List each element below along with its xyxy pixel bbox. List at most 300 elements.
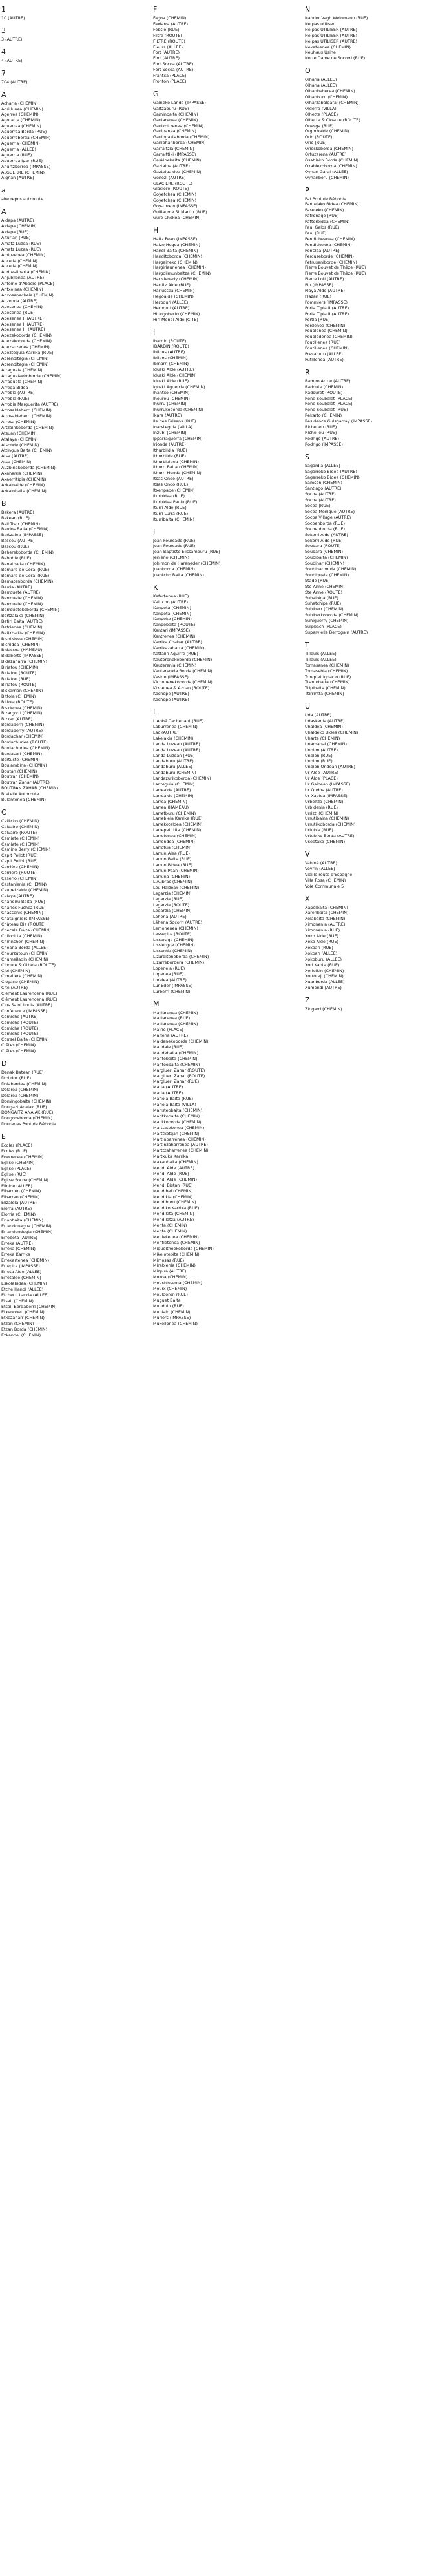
street-entry: Ezkandel (CHEMIN) bbox=[1, 1333, 41, 1338]
street-entry: Clos Saint Louis (AUTRE) bbox=[1, 1002, 52, 1008]
section-letter-heading: C bbox=[1, 807, 6, 816]
street-entry: Arrobia Marguerita (AUTRE) bbox=[1, 402, 59, 408]
street-entry: Azkainalde (CHEMIN) bbox=[1, 482, 45, 488]
street-entry: Atsonde (CHEMIN) bbox=[1, 442, 39, 448]
letter-section bbox=[153, 1000, 282, 1327]
street-entry: Suhiguerry (CHEMIN) bbox=[305, 618, 349, 624]
street-entry: Chumeiladin (CHEMIN) bbox=[1, 956, 48, 962]
street-entry: Kauterenkia Borda (CHEMIN) bbox=[153, 668, 213, 674]
street-entry: Stade (RUE) bbox=[305, 577, 330, 583]
section-letter-heading: L bbox=[153, 708, 158, 717]
street-entry: Aguerria (RUE) bbox=[1, 152, 32, 158]
street-entry: Kauterenekoborda (CHEMIN) bbox=[153, 656, 213, 662]
section-letter-heading: 1 bbox=[1, 5, 6, 14]
index-column-1 bbox=[1, 5, 130, 1344]
street-entry: Oldorra (VILLA) bbox=[305, 105, 337, 111]
street-entry: Mentetenea (CHEMIN) bbox=[153, 1234, 199, 1240]
street-entry: Camiete (CHEMIN) bbox=[1, 841, 40, 847]
street-entry: Ne pas utiliser bbox=[305, 21, 335, 26]
street-entry: Fleurs (ALLEE) bbox=[153, 44, 183, 50]
street-entry: Eglise (RUE) bbox=[1, 1171, 27, 1177]
street-entry: Ortuzarena (AUTRE) bbox=[305, 152, 347, 158]
street-entry: Larrun Bidea (RUE) bbox=[153, 862, 192, 867]
section-letter-heading: B bbox=[1, 499, 6, 508]
street-entry: Hegoalde (CHEMIN) bbox=[153, 293, 194, 299]
street-entry: Errandonagua (CHEMIN) bbox=[1, 1223, 52, 1229]
street-entry: Kanpoko (CHEMIN) bbox=[153, 616, 192, 622]
street-entry: Larrotua (CHEMIN) bbox=[153, 845, 192, 850]
street-entry: L'Aubrac (CHEMIN) bbox=[153, 879, 192, 885]
street-entry: Socoa Village (AUTRE) bbox=[305, 514, 351, 520]
street-entry: Kochepe (AUTRE) bbox=[153, 697, 189, 703]
street-entry: Bordaberri (CHEMIN) bbox=[1, 722, 45, 728]
street-entry: Camiete (CHEMIN) bbox=[1, 835, 40, 841]
street-entry: Ur Ondoa (AUTRE) bbox=[305, 787, 343, 793]
letter-section bbox=[1, 1059, 130, 1127]
letter-section bbox=[1, 69, 130, 85]
street-entry: Etsail (CHEMIN) bbox=[1, 1298, 34, 1304]
street-entry: Sokorri Alde (AUTRE) bbox=[305, 532, 348, 537]
section-letter-heading: J bbox=[153, 527, 156, 536]
street-entry: Oihana (ALLEE) bbox=[305, 83, 337, 88]
street-entry: Bortuste (CHEMIN) bbox=[1, 756, 40, 762]
street-entry: Ne pas UTILISER (AUTRE) bbox=[305, 38, 357, 44]
street-entry: Udaskenia (AUTRE) bbox=[305, 718, 345, 724]
street-entry: Uhaldea (CHEMIN) bbox=[305, 723, 343, 729]
street-entry: Denak Batean (RUE) bbox=[1, 1070, 44, 1075]
street-entry: Ecoles (RUE) bbox=[1, 1148, 28, 1154]
street-entry: Unbion (RUE) bbox=[305, 758, 333, 764]
street-entry: Léhena Socorri (AUTRE) bbox=[153, 919, 203, 925]
section-letter-heading: N bbox=[305, 5, 311, 14]
section-letter-heading: G bbox=[153, 89, 159, 98]
street-entry: Landa Luzean (AUTRE) bbox=[153, 747, 200, 753]
street-entry: Ile des Faisans (RUE) bbox=[153, 419, 196, 424]
street-entry: Mandebaita (CHEMIN) bbox=[153, 1050, 199, 1055]
street-entry: René Soubelet (PLACE) bbox=[305, 395, 353, 401]
street-entry: Crêtes (CHEMIN) bbox=[1, 1043, 36, 1048]
street-entry: Richelieu (RUE) bbox=[305, 424, 337, 430]
street-entry: Xorroteji (CHEMIN) bbox=[305, 973, 344, 979]
street-entry: Bettrbaitta (CHEMIN) bbox=[1, 630, 45, 636]
section-letter-heading: Z bbox=[305, 996, 310, 1005]
street-entry: Bittola (ROUTE) bbox=[1, 699, 34, 705]
street-entry: Radouret (ROUTE) bbox=[305, 390, 343, 395]
section-letter-heading: H bbox=[153, 225, 159, 234]
street-entry: FILTRE (ROUTE) bbox=[153, 38, 185, 44]
street-entry: Rodrigo (AUTRE) bbox=[305, 435, 339, 441]
street-entry: Orgorbalde (CHEMIN) bbox=[305, 129, 349, 134]
street-entry: Glaciere (ROUTE) bbox=[153, 186, 189, 192]
street-entry: Juanborda (CHEMIN) bbox=[153, 566, 195, 572]
street-entry: Aminzenea (CHEMIN) bbox=[1, 252, 46, 258]
street-entry: Landa Luzean (RUE) bbox=[153, 753, 195, 758]
letter-section bbox=[305, 5, 434, 61]
section-letter-heading: A bbox=[1, 207, 6, 216]
street-entry: Garraittiki (IMPASSE) bbox=[153, 152, 196, 158]
letter-section bbox=[1, 26, 130, 43]
street-entry: Socoa (RUE) bbox=[305, 503, 331, 509]
street-entry: Xoko Alde (RUE) bbox=[305, 939, 339, 944]
street-entry: Atsa (CHEMIN) bbox=[1, 459, 32, 465]
street-entry: 4 (AUTRE) bbox=[1, 57, 23, 63]
street-entry: Jenieno (CHEMIN) bbox=[153, 555, 190, 561]
street-entry: Landaburu (AUTRE) bbox=[153, 758, 194, 764]
letter-section bbox=[305, 850, 434, 889]
street-entry: Etxenobeti (CHEMIN) bbox=[1, 1309, 45, 1315]
street-entry: Jean-Baptiste Elissamburu (RUE) bbox=[153, 549, 220, 555]
street-entry: Apezekoborda (CHEMIN) bbox=[1, 338, 52, 344]
section-letter-heading: X bbox=[305, 894, 310, 903]
street-entry: Onesga (RUE) bbox=[305, 123, 334, 129]
street-entry: Eglise (PLACE) bbox=[1, 1165, 32, 1171]
street-entry: Ederrenea (CHEMIN) bbox=[1, 1154, 44, 1159]
street-entry: Maillarenea (CHEMIN) bbox=[153, 1021, 198, 1027]
street-entry: Itxenpabe (CHEMIN) bbox=[153, 488, 195, 493]
street-entry: L'Abbé Cachenaut (RUE) bbox=[153, 718, 204, 724]
street-entry: ALGUERRE (CHEMIN) bbox=[1, 169, 45, 175]
street-entry: Xokoburu (ALLEE) bbox=[305, 956, 342, 962]
street-entry: Vieille route d'Espagne bbox=[305, 871, 353, 877]
street-entry: Chiloditta (CHEMIN) bbox=[1, 933, 43, 939]
street-entry: Unbion (AUTRE) bbox=[305, 747, 338, 753]
street-entry: Iturribaita (CHEMIN) bbox=[153, 516, 195, 522]
street-entry: Socoenborda (RUE) bbox=[305, 526, 345, 532]
section-letter-heading: T bbox=[305, 640, 309, 649]
street-entry: Soubihar (CHEMIN) bbox=[305, 561, 344, 566]
street-entry: Landaburu (CHEMIN) bbox=[153, 770, 196, 776]
street-entry: Maristeobaita (CHEMIN) bbox=[153, 1107, 203, 1113]
street-entry: Tilleuls (ALLEE) bbox=[305, 656, 337, 662]
street-entry: Iturri Alde (RUE) bbox=[153, 504, 187, 510]
section-letter-heading: 3 bbox=[1, 26, 6, 35]
street-entry: Elbarren (CHEMIN) bbox=[1, 1194, 40, 1200]
street-entry: Etche Handi (ALLEE) bbox=[1, 1286, 44, 1292]
street-entry: Larrealde (AUTRE) bbox=[153, 787, 191, 793]
street-entry: Menta (CHEMIN) bbox=[153, 1229, 187, 1234]
street-entry: Kalitcho (AUTRE) bbox=[153, 599, 188, 605]
street-entry: Anzonda (AUTRE) bbox=[1, 298, 38, 304]
street-entry: Xumendi (AUTRE) bbox=[305, 985, 342, 991]
street-entry: Aguerrea (CHEMIN) bbox=[1, 123, 41, 129]
street-entry: Erlonbaita (CHEMIN) bbox=[1, 1217, 44, 1223]
street-entry: Gaineko Landa (IMPASSE) bbox=[153, 99, 206, 105]
street-entry: Goyetchea (CHEMIN) bbox=[153, 198, 196, 203]
street-entry: Urrutiikoborda (CHEMIN) bbox=[305, 822, 356, 827]
street-entry: Corniche (ROUTE) bbox=[1, 1031, 39, 1037]
letter-section bbox=[305, 368, 434, 448]
street-entry: Gaminbaita (CHEMIN) bbox=[153, 111, 198, 117]
street-entry: Iguzki Aguerria (CHEMIN) bbox=[153, 384, 205, 390]
street-entry: Bernard de Coral (RUE) bbox=[1, 566, 50, 572]
street-entry: Ttantobaita (CHEMIN) bbox=[305, 680, 350, 685]
section-letter-heading: M bbox=[153, 999, 160, 1008]
street-entry: Kanpeta (CHEMIN) bbox=[153, 605, 191, 610]
street-entry: Bordachuriea (CHEMIN) bbox=[1, 745, 50, 751]
street-entry: Pentzea (AUTRE) bbox=[305, 247, 340, 253]
street-entry: Aldapa (RUE) bbox=[1, 229, 29, 235]
street-entry: Dibildox (RUE) bbox=[1, 1075, 32, 1081]
street-entry: Etzan (CHEMIN) bbox=[1, 1321, 34, 1327]
street-entry: Ahurtzberrea (IMPASSE) bbox=[1, 163, 51, 169]
street-entry: Harritz Alde (RUE) bbox=[153, 282, 191, 288]
street-entry: Fort Socoa (AUTRE) bbox=[153, 67, 194, 73]
street-entry: Andrestibarta (CHEMIN) bbox=[1, 269, 51, 275]
street-entry: Useetako (CHEMIN) bbox=[305, 839, 346, 845]
street-entry: Pierre Loti (AUTRE) bbox=[305, 276, 344, 282]
street-entry: Larrebiela Karrika (RUE) bbox=[153, 816, 203, 822]
street-entry: Calitcho (CHEMIN) bbox=[1, 818, 39, 824]
street-entry: Larrun Pean (CHEMIN) bbox=[153, 867, 199, 873]
letter-section bbox=[1, 808, 130, 1054]
street-entry: Berrouetekoborda (CHEMIN) bbox=[1, 607, 59, 613]
street-entry: Percuseborde (CHEMIN) bbox=[305, 253, 354, 259]
street-entry: Iduski Alde (RUE) bbox=[153, 378, 189, 384]
street-entry: Bidassoa (HAMEAU) bbox=[1, 647, 43, 653]
street-entry: Artzainkoborda (CHEMIN) bbox=[1, 424, 54, 430]
street-entry: Legarzia (RUE) bbox=[153, 897, 184, 902]
letter-section bbox=[305, 895, 434, 992]
street-entry: Maria (AUTRE) bbox=[153, 1090, 183, 1096]
street-entry: Ihourou (CHEMIN) bbox=[153, 395, 190, 401]
street-entry: Poutillenea (RUE) bbox=[305, 340, 341, 346]
street-entry: Maxanbaita (CHEMIN) bbox=[153, 1159, 198, 1165]
street-entry: Bidezaharra (CHEMIN) bbox=[1, 659, 47, 665]
street-entry: Eglise (CHEMIN) bbox=[1, 1159, 35, 1165]
street-entry: Porta Tipia II (AUTRE) bbox=[305, 311, 349, 317]
street-entry: Château Dia (ROUTE) bbox=[1, 922, 46, 928]
street-entry: Menta (CHEMIN) bbox=[153, 1223, 187, 1229]
street-entry: Mendibel (CHEMIN) bbox=[153, 1188, 193, 1194]
street-entry: 3 (AUTRE) bbox=[1, 36, 23, 42]
street-entry: Caubetzalde (CHEMIN) bbox=[1, 887, 48, 893]
street-entry: Martinzaharrenea (AUTRE) bbox=[153, 1142, 208, 1148]
street-entry: Ganioanea (CHEMIN) bbox=[153, 129, 196, 134]
street-entry: Etxezaharr (CHEMIN) bbox=[1, 1315, 45, 1321]
street-entry: Aguerrea Ipar (RUE) bbox=[1, 158, 43, 163]
street-entry: Soubibaita (CHEMIN) bbox=[305, 555, 348, 561]
street-entry: Herbouri (ALLEE) bbox=[153, 299, 189, 305]
street-entry: Xokoan (RUE) bbox=[305, 944, 333, 950]
street-entry: Ganiarenea (CHEMIN) bbox=[153, 117, 198, 123]
street-entry: Arrosaldeberri (CHEMIN) bbox=[1, 408, 52, 413]
street-entry: Ecoles (PLACE) bbox=[1, 1143, 32, 1148]
letter-section bbox=[153, 5, 282, 85]
street-entry: Petruseniborde (CHEMIN) bbox=[305, 259, 357, 265]
street-entry: Cité (AUTRE) bbox=[1, 985, 28, 991]
street-entry: Lehena (AUTRE) bbox=[153, 913, 187, 919]
street-entry: Febsjo (RUE) bbox=[153, 26, 180, 32]
street-entry: Lissiergue (CHEMIN) bbox=[153, 942, 195, 948]
index-column-2 bbox=[153, 5, 282, 1331]
street-entry: Capit Pellot (RUE) bbox=[1, 858, 38, 864]
street-entry: Biskienea (CHEMIN) bbox=[1, 705, 43, 711]
street-entry: 10 (AUTRE) bbox=[1, 16, 25, 21]
section-letter-heading: K bbox=[153, 583, 158, 592]
street-entry: Munduin (RUE) bbox=[153, 1303, 184, 1309]
street-entry: Checale Baita (CHEMIN) bbox=[1, 928, 51, 933]
street-entry: Paul (RUE) bbox=[305, 231, 327, 236]
street-entry: Boutan (CHEMIN) bbox=[1, 768, 37, 774]
street-entry: Jean Fourcade (RUE) bbox=[153, 543, 196, 549]
street-entry: Eglise Socoa (CHEMIN) bbox=[1, 1177, 48, 1183]
street-entry: Adrillunea (CHEMIN) bbox=[1, 106, 43, 112]
street-entry: Radoute (CHEMIN) bbox=[305, 384, 344, 390]
street-entry: Larrealde (CHEMIN) bbox=[153, 793, 194, 798]
street-entry: Larrondoa (CHEMIN) bbox=[153, 839, 195, 845]
street-entry: Cibi (CHEMIN) bbox=[1, 968, 30, 973]
street-entry: Putillenea (AUTRE) bbox=[305, 357, 344, 362]
street-entry: Eskolabidea (CHEMIN) bbox=[1, 1280, 47, 1286]
street-entry: Atalaya (CHEMIN) bbox=[1, 436, 38, 442]
street-entry: Nekatoenea (CHEMIN) bbox=[305, 44, 351, 50]
street-entry: Herbouri (AUTRE) bbox=[153, 305, 190, 311]
letter-section bbox=[1, 5, 130, 21]
street-entry: Soubara (CHEMIN) bbox=[305, 549, 344, 555]
street-entry: Pommiers (IMPASSE) bbox=[305, 299, 348, 305]
street-entry: Mendiburu (CHEMIN) bbox=[153, 1200, 196, 1205]
street-entry: Legarzia (CHEMIN) bbox=[153, 891, 192, 897]
street-entry: Sokorri Alde (RUE) bbox=[305, 537, 343, 543]
street-entry: Mendi Alde (AUTRE) bbox=[153, 1165, 194, 1171]
street-entry: Etsail Bordaberri (CHEMIN) bbox=[1, 1304, 57, 1309]
street-entry: Apesenea II (AUTRE) bbox=[1, 321, 44, 327]
street-entry: Arrobia (AUTRE) bbox=[1, 390, 35, 396]
street-entry: Iduski Alde (AUTRE) bbox=[153, 367, 194, 373]
street-entry: Legarzia (ROUTE) bbox=[153, 902, 190, 908]
street-entry: Lissaraga (CHEMIN) bbox=[153, 937, 194, 942]
street-entry: Garraitzia (CHEMIN) bbox=[153, 146, 194, 152]
street-entry: Mirablenia (CHEMIN) bbox=[153, 1263, 196, 1269]
street-entry: Porta Tipia II (AUTRE) bbox=[305, 305, 349, 311]
street-entry: Socoenborda (RUE) bbox=[305, 520, 345, 526]
street-entry: Martxuka Karrika bbox=[153, 1154, 189, 1159]
street-entry: Ihurru (CHEMIN) bbox=[153, 401, 187, 407]
street-entry: Soubiguele (CHEMIN) bbox=[305, 572, 349, 577]
section-letter-heading: A bbox=[1, 90, 6, 99]
street-entry: Ihurrukoborda (CHEMIN) bbox=[153, 407, 203, 413]
street-entry: Lac (AUTRE) bbox=[153, 729, 179, 735]
street-entry: Castanienia (CHEMIN) bbox=[1, 881, 47, 887]
street-entry: Gaskinebaita (CHEMIN) bbox=[153, 157, 202, 163]
street-entry: Azkainbaita (CHEMIN) bbox=[1, 488, 47, 493]
street-entry: Pin (IMPASSE) bbox=[305, 282, 333, 288]
street-entry: Marglueri Zahar (RUE) bbox=[153, 1079, 200, 1085]
street-entry: Presaburu (ALLEE) bbox=[305, 351, 343, 357]
street-entry: Axaerritipia (CHEMIN) bbox=[1, 477, 47, 482]
street-entry: Kixoenea & Azuan (ROUTE) bbox=[153, 685, 210, 691]
street-entry: Larrun Baita (RUE) bbox=[153, 856, 192, 862]
letter-section bbox=[305, 996, 434, 1012]
street-entry: Fort (AUTRE) bbox=[153, 50, 180, 56]
street-entry: Dongazt Anaiak (RUE) bbox=[1, 1104, 47, 1110]
street-entry: Marglueri Zahar (ROUTE) bbox=[153, 1067, 205, 1073]
street-entry: Lanteguia (CHEMIN) bbox=[153, 782, 195, 787]
street-entry: Aldapa (CHEMIN) bbox=[1, 223, 37, 229]
street-entry: 704 (AUTRE) bbox=[1, 79, 28, 85]
street-entry: Voie Communale 5 bbox=[305, 883, 344, 889]
street-entry: Kattalin Aguirre (RUE) bbox=[153, 650, 198, 656]
street-entry: Hiri Mendi Alde (CITE) bbox=[153, 317, 198, 322]
section-letter-heading: U bbox=[305, 702, 311, 711]
street-entry: Biriatou (RUE) bbox=[1, 676, 31, 681]
street-entry: Agerrea (CHEMIN) bbox=[1, 112, 39, 118]
street-entry: Errepira (IMPASSE) bbox=[1, 1263, 40, 1269]
street-entry: Boutran (CHEMIN) bbox=[1, 774, 39, 780]
street-entry: Iturbidea (RUE) bbox=[153, 493, 185, 499]
street-entry: Arrobia (RUE) bbox=[1, 396, 30, 402]
letter-section bbox=[1, 48, 130, 64]
street-entry: Aguerria (CHEMIN) bbox=[1, 140, 40, 146]
street-entry: Juantcho Balta (CHEMIN) bbox=[153, 572, 204, 577]
street-entry: Carrière (ROUTE) bbox=[1, 870, 37, 876]
street-entry: Mairie (PLACE) bbox=[153, 1027, 183, 1033]
street-entry: Sagardia (ALLEE) bbox=[305, 462, 340, 468]
street-entry: Poubledenea (CHEMIN) bbox=[305, 334, 353, 340]
street-entry: Fagoa (CHEMIN) bbox=[153, 16, 187, 21]
street-entry: Clément Laurencena (RUE) bbox=[1, 991, 57, 997]
street-entry: Mentietenea (CHEMIN) bbox=[153, 1240, 200, 1245]
street-entry: Jean Fourcade (RUE) bbox=[153, 537, 196, 543]
street-entry: Handi Baita (CHEMIN) bbox=[153, 247, 198, 253]
section-letter-heading: I bbox=[153, 327, 156, 337]
street-entry: Unbion (RUE) bbox=[305, 753, 333, 758]
street-entry: Suhalbiga (RUE) bbox=[305, 595, 338, 601]
street-entry: Crêtes (CHEMIN) bbox=[1, 1048, 36, 1054]
street-entry: Biskarrian (CHEMIN) bbox=[1, 687, 43, 693]
street-entry: Lurberri (CHEMIN) bbox=[153, 988, 191, 994]
street-entry: Kantari (IMPASSE) bbox=[153, 628, 191, 634]
street-entry: Xoko Alde (RUE) bbox=[305, 933, 339, 939]
street-entry: Aprenditegia (CHEMIN) bbox=[1, 355, 49, 361]
street-entry: Errota Alde (ALLEE) bbox=[1, 1269, 42, 1275]
street-entry: Attingua Baita (CHEMIN) bbox=[1, 448, 52, 453]
street-entry: Guillaume St Martin (RUE) bbox=[153, 209, 207, 215]
street-entry: Apesenea (CHEMIN) bbox=[1, 304, 43, 309]
street-entry: Bretelle Autoroute bbox=[1, 791, 39, 797]
street-entry: Olhette (PLACE) bbox=[305, 111, 338, 117]
street-entry: Dolarea (CHEMIN) bbox=[1, 1086, 39, 1092]
street-entry: Orioskoborda (CHEMIN) bbox=[305, 146, 354, 152]
street-entry: Ne pas UTILISER (AUTRE) bbox=[305, 26, 357, 32]
street-entry: Poutillenea (CHEMIN) bbox=[305, 346, 349, 351]
street-entry: GLACIERE (ROUTE) bbox=[153, 180, 192, 186]
street-entry: Sagarreko Bidea (CHEMIN) bbox=[305, 474, 360, 480]
street-entry: Mendiko Karrika (RUE) bbox=[153, 1205, 200, 1211]
street-entry: Apezekoborda (CHEMIN) bbox=[1, 333, 52, 338]
street-entry: Ihantxo (CHEMIN) bbox=[153, 390, 190, 395]
street-entry: Amatz Luzea (RUE) bbox=[1, 240, 41, 246]
street-entry: Elbarrien (CHEMIN) bbox=[1, 1189, 41, 1194]
street-entry: Apezsuzenea (CHEMIN) bbox=[1, 344, 50, 350]
street-entry: Ibildos (AUTRE) bbox=[153, 349, 185, 355]
street-entry: Trinquet Ignacio (RUE) bbox=[305, 674, 351, 680]
letter-section bbox=[1, 207, 130, 494]
street-entry: Maria (AUTRE) bbox=[153, 1085, 183, 1090]
street-entry: Aguerria (ALLEE) bbox=[1, 146, 36, 152]
street-entry: Apesenea III (AUTRE) bbox=[1, 327, 45, 333]
street-entry: Paf Pont de Béhobie bbox=[305, 196, 346, 202]
street-entry: Gaztelualdea (CHEMIN) bbox=[153, 169, 202, 174]
street-entry: Mokoa (CHEMIN) bbox=[153, 1274, 188, 1280]
street-entry: Ball Trap (CHEMIN) bbox=[1, 521, 40, 526]
street-entry: Bizkar (AUTRE) bbox=[1, 716, 33, 722]
street-entry: Larretenea (CHEMIN) bbox=[153, 833, 197, 839]
street-entry: Bardos Baita (CHEMIN) bbox=[1, 526, 49, 532]
street-entry: Haize Hegoa (CHEMIN) bbox=[153, 242, 200, 247]
street-entry: Suhatchipe (RUE) bbox=[305, 601, 342, 607]
street-entry: Hargaineko (CHEMIN) bbox=[153, 259, 198, 265]
